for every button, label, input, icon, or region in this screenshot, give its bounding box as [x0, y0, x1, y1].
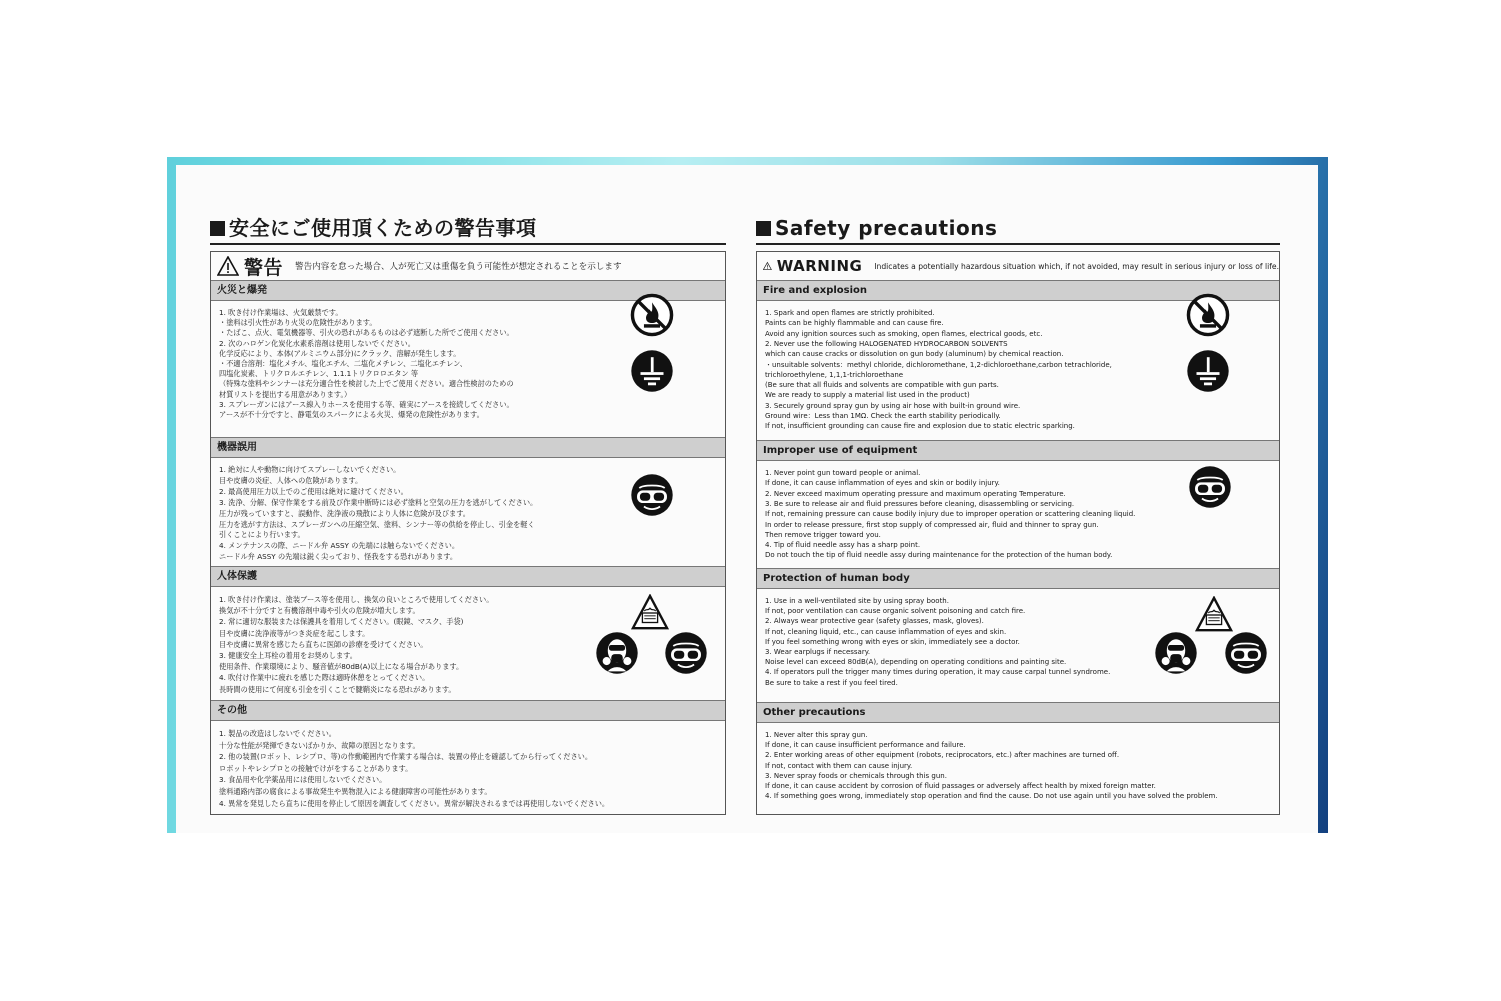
jp-section-line: 1. 吹き付け作業場は、火気厳禁です。 [219, 308, 343, 317]
en-section-line: If not, contact with them can cause injury. [765, 761, 913, 770]
en-section-line: Ground wire：Less than 1MΩ. Check the earth stability periodically. [765, 412, 1001, 420]
no-open-flame-icon [629, 292, 675, 338]
jp-panel [210, 251, 726, 815]
respirator-icon [594, 630, 640, 676]
no-open-flame-icon [1185, 292, 1231, 338]
en-panel [756, 251, 1280, 815]
en-section-line: 4. If something goes wrong, immediately stop operation and find the cause. Do not use again until you have solved the problem. [765, 792, 1218, 801]
ventilation-warning-icon [1195, 596, 1233, 634]
jp-section-line: 3. 洗浄、分解、保守作業をする前及び作業中断時には必ず塗料と空気の圧力を逃がしてください。 [219, 497, 538, 507]
en-section-heading: Protection of human body [757, 568, 1279, 589]
warning-triangle-icon [217, 256, 239, 276]
safety-goggles-icon [1187, 464, 1233, 510]
en-section-line: 2. Enter working areas of other equipment (robots, reciprocators, etc.) after machines are turned off. [765, 751, 1120, 760]
ground-icon-wrapper [629, 348, 675, 398]
no-open-flame-icon-wrapper [629, 292, 675, 342]
en-section-line: 1. Never point gun toward people or animal. [765, 469, 921, 477]
no-open-flame-icon-wrapper [1185, 292, 1231, 342]
en-section-heading: Improper use of equipment [757, 440, 1279, 461]
en-title [756, 215, 1280, 245]
en-section-line: Noise level can exceed 80dB(A), depending on operating conditions and painting site. [765, 658, 1067, 667]
jp-section-line: 材質リストを提出する用意があります。） [219, 389, 352, 399]
jp-title [210, 215, 726, 245]
en-section-line: In order to release pressure, first stop supply of compressed air, fluid and thinner to spray gun. [765, 520, 1099, 529]
jp-section-line: 目や皮膚の炎症、人体への危険があります。 [219, 475, 363, 485]
en-warning-word: WARNING [776, 257, 863, 275]
en-section-line: which can cause cracks or dissolution on gun body (aluminum) by chemical reaction. [765, 350, 1064, 359]
jp-section-line: 1. 吹き付け作業は、塗装ブース等を使用し、換気の良いところで使用してください。 [219, 595, 494, 604]
en-section-line: Avoid any ignition sources such as smoking, open flames, electrical goods, etc. [765, 329, 1043, 338]
jp-section-line: 3. 食品用や化学薬品用には使用しないでください。 [219, 775, 387, 785]
jp-section-line: 目や皮膚に洗浄液等がつき炎症を起こします。 [219, 628, 370, 638]
en-section-line: If done, it can cause inflammation of eyes and skin or bodily injury. [765, 479, 1000, 488]
square-bullet-icon [756, 221, 771, 236]
jp-section-line: 4. 異常を発見したら直ちに使用を停止して原因を調査してください。異常が解決されるまでは再使用しないでください。 [219, 798, 610, 808]
en-section-line: If not, remaining pressure can cause bodily injury due to improper operation or scattering cleaning liquid. [765, 510, 1136, 519]
warning-triangle-icon [763, 256, 772, 276]
en-section-line: 3. Securely ground spray gun by using air hose with built-in ground wire. [765, 401, 1021, 410]
jp-section-line: 1. 製品の改造はしないでください。 [219, 729, 336, 738]
jp-section-line: ロボットやレシプロとの接触でけがをすることがあります。 [219, 763, 413, 773]
en-section-line: If done, it can cause accident by corrosion of fluid passages or adversely affect health by mixed foreign matter. [765, 782, 1156, 790]
jp-section-line: 2. 他の装置(ロボット、レシプロ、等)の作動範囲内で作業する場合は、装置の停止を確認してから行ってください。 [219, 752, 593, 762]
jp-section-line: （特殊な塗料やシンナーは充分適合性を検討した上でご使用ください。適合性検討のための [219, 379, 514, 389]
en-section-line: If not, insufficient grounding can cause fire and explosion due to static electric sparking. [765, 422, 1075, 431]
en-section-line: 1. Spark and open flames are strictly prohibited. [765, 309, 935, 317]
ventilation-warning-icon [631, 594, 669, 632]
en-section-heading: Other precautions [757, 702, 1279, 723]
square-bullet-icon [210, 221, 225, 236]
jp-section-line: アースが不十分ですと、静電気のスパークによる火災、爆発の危険性があります。 [219, 410, 484, 419]
jp-section-line: 2. 常に適切な服装または保護具を着用してください。(眼鏡、マスク、手袋) [219, 617, 464, 627]
safety-goggles-icon [629, 472, 675, 518]
jp-column [210, 165, 726, 833]
safety-goggles-icon-wrapper [1223, 630, 1269, 680]
en-section-line: 3. Never spray foods or chemicals through this gun. [765, 771, 947, 780]
en-section-line: 2. Never exceed maximum operating pressure and maximum operating Temperature. [765, 489, 1066, 498]
jp-section-line: 化学反応により、本体(アルミニウム部分)にクラック、溶解が発生します。 [219, 348, 461, 358]
safety-sheet [176, 165, 1318, 833]
jp-warning-word: 警告 [244, 256, 284, 279]
en-section-line: Be sure to take a rest if you feel tired. [765, 678, 898, 687]
ground-icon [1185, 348, 1231, 394]
en-section-line: Do not touch the tip of fluid needle assy during maintenance for the protection of the human body. [765, 551, 1113, 560]
en-section-line: If not, poor ventilation can cause organic solvent poisoning and catch fire. [765, 607, 1026, 616]
jp-section-line: 2. 最高使用圧力以上でのご使用は絶対に避けてください。 [219, 486, 408, 496]
en-section-line: 3. Wear earplugs if necessary. [765, 648, 871, 656]
jp-title-text: 安全にご使用頂くための警告事項 [229, 216, 537, 240]
en-section-line: If you feel something wrong with eyes or skin, immediately see a doctor. [765, 637, 1020, 646]
safety-goggles-icon-wrapper [1187, 464, 1233, 514]
respirator-icon-wrapper [594, 630, 640, 680]
respirator-icon-wrapper [1153, 630, 1199, 680]
en-section-line: Then remove trigger toward you. [765, 530, 881, 539]
en-section-line: 2. Never use the following HALOGENATED HYDROCARBON SOLVENTS [765, 339, 1008, 348]
safety-goggles-icon-wrapper [663, 630, 709, 680]
jp-section-line: ・不適合溶剤：塩化メチル、塩化エチル、二塩化メチレン、二塩化エチレン、 [219, 359, 467, 368]
en-section-heading: Fire and explosion [757, 280, 1279, 301]
en-section-line: We are ready to supply a material list used in the product) [765, 391, 970, 400]
jp-section-line: 引くことにより行います。 [219, 530, 305, 540]
jp-section-heading: その他 [211, 700, 725, 721]
jp-section-line: ニードル弁 ASSY の先端は鋭く尖っており、怪我をする恐れがあります。 [219, 552, 458, 562]
jp-section-line: 4. メンテナンスの際、ニードル弁 ASSY の先端には触らないでください。 [219, 541, 460, 551]
jp-section-line: 3. 健康安全上耳栓の着用をお奨めします。 [219, 651, 357, 660]
jp-section-line: 目や皮膚に異常を感じたら直ちに医師の診療を受けてください。 [219, 639, 428, 649]
en-section-line: 3. Be sure to release air and fluid pressures before cleaning, disassembling or servicing. [765, 499, 1075, 508]
en-section-line: If done, it can cause insufficient performance and failure. [765, 741, 966, 750]
jp-section-heading: 火災と爆発 [211, 280, 725, 301]
ground-icon [629, 348, 675, 394]
jp-section-line: 2. 次のハロゲン化炭化水素系溶剤は使用しないでください。 [219, 338, 415, 348]
jp-warning-row [211, 252, 725, 281]
respirator-icon [1153, 630, 1199, 676]
jp-section-line: 圧力を逃がす方法は、スプレーガンへの圧縮空気、塗料、シンナー等の供給を停止し、引金を軽く [219, 519, 535, 529]
safety-goggles-icon [663, 630, 709, 676]
jp-section-line: 十分な性能が発揮できないばかりか、故障の原因となります。 [219, 740, 420, 750]
jp-section-line: 圧力が残っていますと、誤動作、洗浄液の飛散により人体に危険が及びます。 [219, 508, 470, 518]
jp-section-heading: 機器誤用 [211, 437, 725, 458]
jp-section-line: 長時間の使用にて何度も引金を引くことで腱鞘炎になる恐れがあります。 [219, 684, 456, 694]
en-section-line: 1. Never alter this spray gun. [765, 731, 868, 739]
jp-section-line: 塗料通路内部の腐食による事故発生や異物混入による健康障害の可能性があります。 [219, 787, 492, 796]
safety-goggles-icon-wrapper [629, 472, 675, 522]
en-section-line: If not, cleaning liquid, etc., can cause inflammation of eyes and skin. [765, 627, 1007, 636]
jp-section-line: 1. 絶対に人や動物に向けてスプレーしないでください。 [219, 465, 401, 474]
jp-section-line: ・たばこ、点火、電気機器等、引火の恐れがあるものは必ず遮断した所でご使用ください。 [219, 328, 514, 338]
en-section-line: 4. If operators pull the trigger many times during operation, it may cause carpal tunnel syndrome. [765, 668, 1111, 677]
en-section-line: ・unsuitable solvents：methyl chloride, dichloromethane, 1,2-dichloroethane,carbon tetrachloride, [765, 360, 1112, 369]
en-section-line: Paints can be highly flammable and can cause fire. [765, 319, 944, 328]
jp-section-line: 4. 吹付け作業中に疲れを感じた際は適時休憩をとってください。 [219, 673, 430, 683]
en-warning-desc: Indicates a potentially hazardous situation which, if not avoided, may result in serious injury or loss of life. [874, 261, 1279, 271]
jp-section-line: 換気が不十分ですと有機溶剤中毒や引火の危険が増大します。 [219, 606, 420, 616]
jp-section-line: 四塩化炭素、トリクロルエチレン、1.1.1トリクロロエタン 等 [219, 369, 419, 379]
jp-warning-desc: 警告内容を怠った場合、人が死亡又は重傷を負う可能性が想定されることを示します [295, 262, 622, 272]
en-column [756, 165, 1280, 833]
en-section-line: 2. Always wear protective gear (safety glasses, mask, gloves). [765, 617, 984, 626]
jp-section-heading: 人体保護 [211, 566, 725, 587]
en-title-text: Safety precautions [775, 216, 998, 240]
en-warning-row [757, 252, 1279, 281]
en-section-line: (Be sure that all fluids and solvents are compatible with gun parts. [765, 381, 999, 390]
ground-icon-wrapper [1185, 348, 1231, 398]
jp-section-line: 3. スプレーガンにはアース線入りホースを使用する等、確実にアースを接続してください。 [219, 399, 514, 409]
jp-section-line: 使用条件、作業環境により、騒音値が80dB(A)以上になる場合があります。 [219, 662, 464, 672]
en-section-line: 1. Use in a well-ventilated site by using spray booth. [765, 597, 949, 605]
jp-section-line: ・塗料は引火性があり火災の危険性があります。 [219, 318, 377, 328]
en-section-line: 4. Tip of fluid needle assy has a sharp point. [765, 541, 921, 550]
en-section-line: trichloroethylene, 1,1,1-trichloroethane [765, 370, 904, 379]
safety-goggles-icon [1223, 630, 1269, 676]
